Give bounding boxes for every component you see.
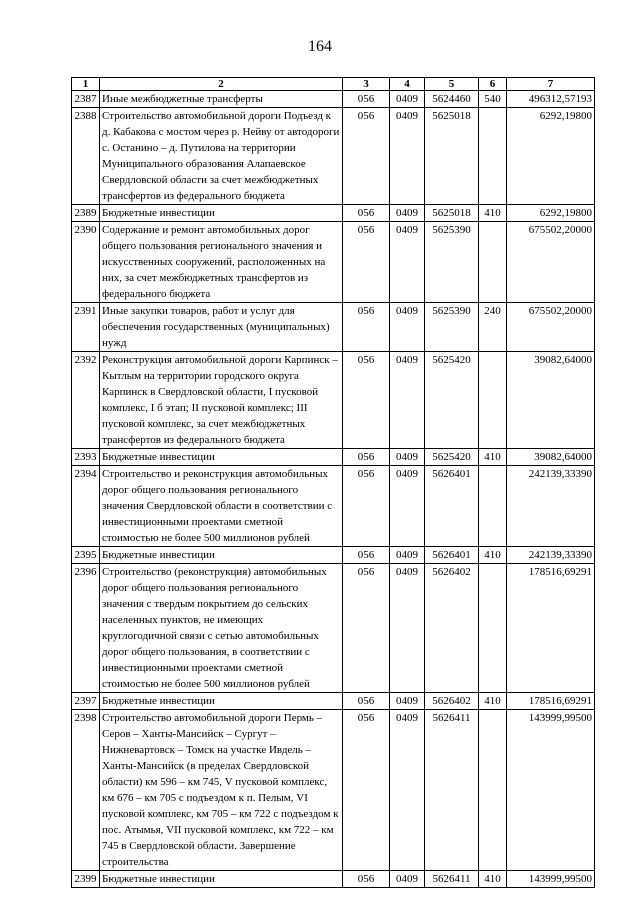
table-row — [72, 871, 595, 888]
row-number: 2389 — [72, 205, 100, 222]
row-description: Бюджетные инвестиции — [100, 205, 343, 222]
row-col-6: 410 — [479, 205, 507, 222]
table-row — [72, 710, 595, 871]
row-col-5: 5625018 — [425, 108, 479, 205]
row-description: Содержание и ремонт автомобильных дорог общего пользования регионального значения и искусственных сооружений, расположенных на них, за счет межбюджетных трансфертов из федерального бюджета — [100, 222, 343, 303]
row-col-4: 0409 — [390, 91, 425, 108]
row-col-6: 410 — [479, 449, 507, 466]
table-row — [72, 547, 595, 564]
page-number: 164 — [308, 38, 332, 55]
row-number: 2392 — [72, 352, 100, 449]
header-col-3: 3 — [343, 78, 390, 91]
row-description: Иные межбюджетные трансферты — [100, 91, 343, 108]
row-col-3: 056 — [343, 205, 390, 222]
row-col-6 — [479, 710, 507, 871]
row-col-3: 056 — [343, 710, 390, 871]
row-col-3: 056 — [343, 564, 390, 693]
row-number: 2395 — [72, 547, 100, 564]
row-number: 2397 — [72, 693, 100, 710]
row-number: 2396 — [72, 564, 100, 693]
row-number: 2393 — [72, 449, 100, 466]
table-row — [72, 449, 595, 466]
row-amount: 675502,20000 — [507, 222, 595, 303]
row-description: Бюджетные инвестиции — [100, 547, 343, 564]
row-amount: 143999,99500 — [507, 871, 595, 888]
row-number: 2388 — [72, 108, 100, 205]
row-amount: 39082,64000 — [507, 449, 595, 466]
row-number: 2390 — [72, 222, 100, 303]
row-col-5: 5625420 — [425, 449, 479, 466]
row-col-5: 5626411 — [425, 710, 479, 871]
row-col-5: 5626401 — [425, 547, 479, 564]
row-number: 2391 — [72, 303, 100, 352]
table-row — [72, 303, 595, 352]
row-col-3: 056 — [343, 91, 390, 108]
row-col-5: 5626402 — [425, 564, 479, 693]
row-col-5: 5626401 — [425, 466, 479, 547]
table-row — [72, 352, 595, 449]
row-col-3: 056 — [343, 352, 390, 449]
row-col-3: 056 — [343, 222, 390, 303]
row-col-5: 5626402 — [425, 693, 479, 710]
row-col-4: 0409 — [390, 547, 425, 564]
row-number: 2399 — [72, 871, 100, 888]
table-row — [72, 91, 595, 108]
row-col-4: 0409 — [390, 710, 425, 871]
row-description: Строительство автомобильной дороги Пермь – Серов – Ханты-Мансийск – Сургут – Нижневартовск – Томск на участке Ивдель – Ханты-Мансийск (в пределах Свердловской области) км 596 – км 745, V пусковой комплекс, км 676 – км 705 с подъездом к п. Пелым, VI пусковой комплекс, км 705 – км 722 с подъездом к пос. Атымья, VII пусковой комплекс, км 722 – км 745 в Свердловской области. Завершение строительства — [100, 710, 343, 871]
row-col-3: 056 — [343, 303, 390, 352]
table-row — [72, 564, 595, 693]
row-col-6: 240 — [479, 303, 507, 352]
row-description: Бюджетные инвестиции — [100, 871, 343, 888]
row-col-4: 0409 — [390, 222, 425, 303]
table-row — [72, 205, 595, 222]
row-description: Строительство (реконструкция) автомобильных дорог общего пользования регионального значения с твердым покрытием до сельских населенных пунктов, не имеющих круглогодичной связи с сетью автомобильных дорог общего пользования, в соответствии с инвестиционными проектами сметной стоимостью не более 500 миллионов рублей — [100, 564, 343, 693]
table-row — [72, 466, 595, 547]
row-col-4: 0409 — [390, 871, 425, 888]
row-col-6: 410 — [479, 693, 507, 710]
header-col-7: 7 — [507, 78, 595, 91]
row-description: Бюджетные инвестиции — [100, 449, 343, 466]
row-col-6: 410 — [479, 871, 507, 888]
budget-table — [71, 77, 595, 888]
row-col-3: 056 — [343, 449, 390, 466]
header-col-6: 6 — [479, 78, 507, 91]
row-number: 2398 — [72, 710, 100, 871]
row-number: 2387 — [72, 91, 100, 108]
header-col-5: 5 — [425, 78, 479, 91]
row-col-6 — [479, 466, 507, 547]
row-amount: 496312,57193 — [507, 91, 595, 108]
row-col-6 — [479, 222, 507, 303]
row-description: Строительство и реконструкция автомобильных дорог общего пользования регионального значения Свердловской области в соответствии с инвестиционными проектами сметной стоимостью не более 500 миллионов рублей — [100, 466, 343, 547]
row-col-5: 5625420 — [425, 352, 479, 449]
row-description: Строительство автомобильной дороги Подъезд к д. Кабакова с мостом через р. Нейву от автодороги с. Останино – д. Путилова на территории Муниципального образования Алапаевское Свердловской области за счет межбюджетных трансфертов из федерального бюджета — [100, 108, 343, 205]
row-col-4: 0409 — [390, 108, 425, 205]
row-col-3: 056 — [343, 108, 390, 205]
row-amount: 242139,33390 — [507, 466, 595, 547]
row-amount: 6292,19800 — [507, 108, 595, 205]
table-row — [72, 693, 595, 710]
table-row — [72, 108, 595, 205]
row-col-3: 056 — [343, 547, 390, 564]
table-row — [72, 222, 595, 303]
row-col-6 — [479, 108, 507, 205]
header-col-4: 4 — [390, 78, 425, 91]
row-amount: 675502,20000 — [507, 303, 595, 352]
row-col-4: 0409 — [390, 564, 425, 693]
row-col-6 — [479, 564, 507, 693]
row-col-4: 0409 — [390, 352, 425, 449]
row-amount: 39082,64000 — [507, 352, 595, 449]
table-header-row — [72, 78, 595, 91]
row-col-6: 540 — [479, 91, 507, 108]
row-description: Реконструкция автомобильной дороги Карпинск – Кытлым на территории городского округа Карпинск в Свердловской области, I пусковой комплекс, I б этап; II пусковой комплекс; III пусковой комплекс, за счет межбюджетных трансфертов из федерального бюджета — [100, 352, 343, 449]
row-description: Бюджетные инвестиции — [100, 693, 343, 710]
row-col-5: 5624460 — [425, 91, 479, 108]
row-amount: 6292,19800 — [507, 205, 595, 222]
row-col-4: 0409 — [390, 449, 425, 466]
row-col-3: 056 — [343, 466, 390, 547]
row-col-4: 0409 — [390, 205, 425, 222]
row-col-4: 0409 — [390, 466, 425, 547]
row-col-3: 056 — [343, 693, 390, 710]
row-number: 2394 — [72, 466, 100, 547]
row-col-6: 410 — [479, 547, 507, 564]
row-amount: 143999,99500 — [507, 710, 595, 871]
row-col-5: 5625390 — [425, 222, 479, 303]
header-col-1: 1 — [72, 78, 100, 91]
row-amount: 178516,69291 — [507, 564, 595, 693]
row-amount: 242139,33390 — [507, 547, 595, 564]
row-description: Иные закупки товаров, работ и услуг для обеспечения государственных (муниципальных) нужд — [100, 303, 343, 352]
row-col-5: 5625018 — [425, 205, 479, 222]
row-col-3: 056 — [343, 871, 390, 888]
row-col-5: 5625390 — [425, 303, 479, 352]
row-col-4: 0409 — [390, 303, 425, 352]
row-col-4: 0409 — [390, 693, 425, 710]
header-col-2: 2 — [100, 78, 343, 91]
row-col-6 — [479, 352, 507, 449]
row-col-5: 5626411 — [425, 871, 479, 888]
row-amount: 178516,69291 — [507, 693, 595, 710]
